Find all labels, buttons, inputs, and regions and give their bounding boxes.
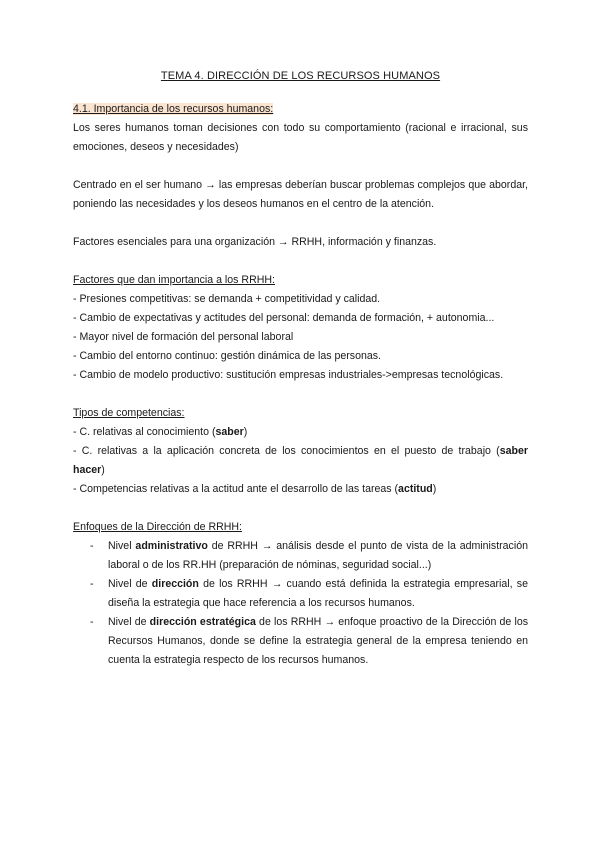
section-importancia bbox=[73, 100, 528, 252]
list-item: - Competencias relativas a la actitud ante el desarrollo de las tareas (actitud) bbox=[73, 483, 437, 495]
list-item: - C. relativas al conocimiento (saber) bbox=[73, 426, 248, 438]
section-enfoques bbox=[73, 518, 528, 670]
list-item: - Cambio del entorno continuo: gestión dinámica de las personas. bbox=[73, 350, 381, 362]
paragraph-centrado: Centrado en el ser humano → las empresas deberían buscar problemas complejos que abordar, poniendo las necesidades y los deseos humanos en el centro de la atención. bbox=[73, 179, 528, 210]
list-item: - Mayor nivel de formación del personal laboral bbox=[73, 331, 294, 343]
list-item: - Presiones competitivas: se demanda + competitividad y calidad. bbox=[73, 293, 381, 305]
enfoques-list bbox=[73, 537, 528, 670]
list-item: - C. relativas a la aplicación concreta de los conocimientos en el puesto de trabajo (saber hacer) bbox=[73, 445, 528, 476]
section-heading-importancia: 4.1. Importancia de los recursos humanos: bbox=[73, 103, 274, 115]
section-heading-factores: Factores que dan importancia a los RRHH: bbox=[73, 274, 275, 286]
section-factores bbox=[73, 271, 528, 385]
section-competencias bbox=[73, 404, 528, 499]
paragraph-seres-humanos: Los seres humanos toman decisiones con todo su comportamiento (racional e irracional, sus emociones, deseos y necesidades) bbox=[73, 122, 528, 153]
list-item: - Nivel de dirección estratégica de los RRHH → enfoque proactivo de la Dirección de los Recursos Humanos, donde se define la estrategia general de la empresa teniendo en cuenta la estrategia respecto de los recursos humanos. bbox=[73, 613, 528, 670]
list-item: - Cambio de modelo productivo: sustitución empresas industriales->empresas tecnológicas. bbox=[73, 369, 504, 381]
paragraph-factores-esenciales: Factores esenciales para una organización → RRHH, información y finanzas. bbox=[73, 236, 437, 248]
section-heading-enfoques: Enfoques de la Dirección de RRHH: bbox=[73, 521, 242, 533]
list-item: - Nivel administrativo de RRHH → análisis desde el punto de vista de la administración laboral o de los RR.HH (preparación de nóminas, seguridad social...) bbox=[73, 537, 528, 575]
document-title: TEMA 4. DIRECCIÓN DE LOS RECURSOS HUMANOS bbox=[160, 70, 441, 82]
section-heading-competencias: Tipos de competencias: bbox=[73, 407, 185, 419]
list-item: - Cambio de expectativas y actitudes del personal: demanda de formación, + autonomia... bbox=[73, 312, 495, 324]
list-item: - Nivel de dirección de los RRHH → cuando está definida la estrategia empresarial, se diseña la estrategia que hace referencia a los recursos humanos. bbox=[73, 575, 528, 613]
